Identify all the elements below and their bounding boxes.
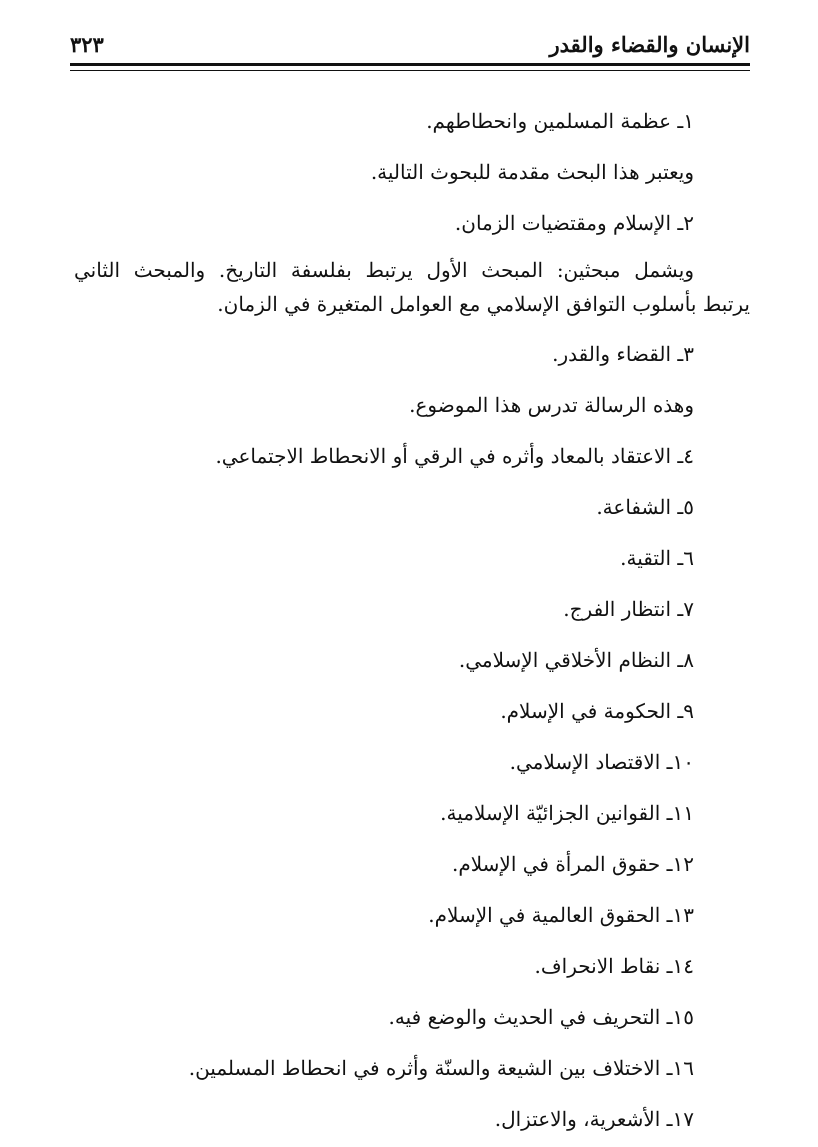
header-title: الإنسان والقضاء والقدر: [549, 32, 750, 57]
list-item: ١٥ـ التحريف في الحديث والوضع فيه.: [388, 1005, 694, 1029]
list-item: ١٤ـ نقاط الانحراف.: [534, 954, 694, 978]
list-item: ٤ـ الاعتقاد بالمعاد وأثره في الرقي أو الانحطاط الاجتماعي.: [215, 444, 694, 468]
list-item: ٦ـ التقية.: [620, 546, 694, 570]
body-text: [74, 96, 750, 1145]
note-line: ويعتبر هذا البحث مقدمة للبحوث التالية.: [370, 160, 694, 184]
paragraph-line: يرتبط بأسلوب التوافق الإسلامي مع العوامل المتغيرة في الزمان.: [217, 292, 750, 316]
list-item: ٣ـ القضاء والقدر.: [552, 342, 694, 366]
header-rule-thick: [70, 63, 750, 66]
note-line: وهذه الرسالة تدرس هذا الموضوع.: [409, 393, 694, 417]
paragraph-line: ويشمل مبحثين: المبحث الأول يرتبط بفلسفة التاريخ. والمبحث الثاني: [74, 258, 694, 282]
list-item: ١٠ـ الاقتصاد الإسلامي.: [509, 750, 694, 774]
header-rule-thin: [70, 70, 750, 71]
list-item: ٩ـ الحكومة في الإسلام.: [500, 699, 694, 723]
list-item: ١٦ـ الاختلاف بين الشيعة والسنّة وأثره في انحطاط المسلمين.: [188, 1056, 694, 1080]
list-item: ٧ـ انتظار الفرج.: [563, 597, 694, 621]
list-item: ٢ـ الإسلام ومقتضيات الزمان.: [454, 211, 694, 235]
list-item: ١٣ـ الحقوق العالمية في الإسلام.: [428, 903, 694, 927]
running-header: [70, 30, 750, 64]
list-item: ١٧ـ الأشعرية، والاعتزال.: [494, 1107, 694, 1131]
list-item: ٥ـ الشفاعة.: [596, 495, 694, 519]
list-item: ١١ـ القوانين الجزائيّة الإسلامية.: [440, 801, 694, 825]
description-paragraph: [74, 249, 750, 329]
list-item: ١٢ـ حقوق المرأة في الإسلام.: [451, 852, 694, 876]
list-item: ٨ـ النظام الأخلاقي الإسلامي.: [458, 648, 694, 672]
list-item: ١ـ عظمة المسلمين وانحطاطهم.: [426, 109, 694, 133]
page-number: ٣٢٣: [70, 32, 104, 57]
